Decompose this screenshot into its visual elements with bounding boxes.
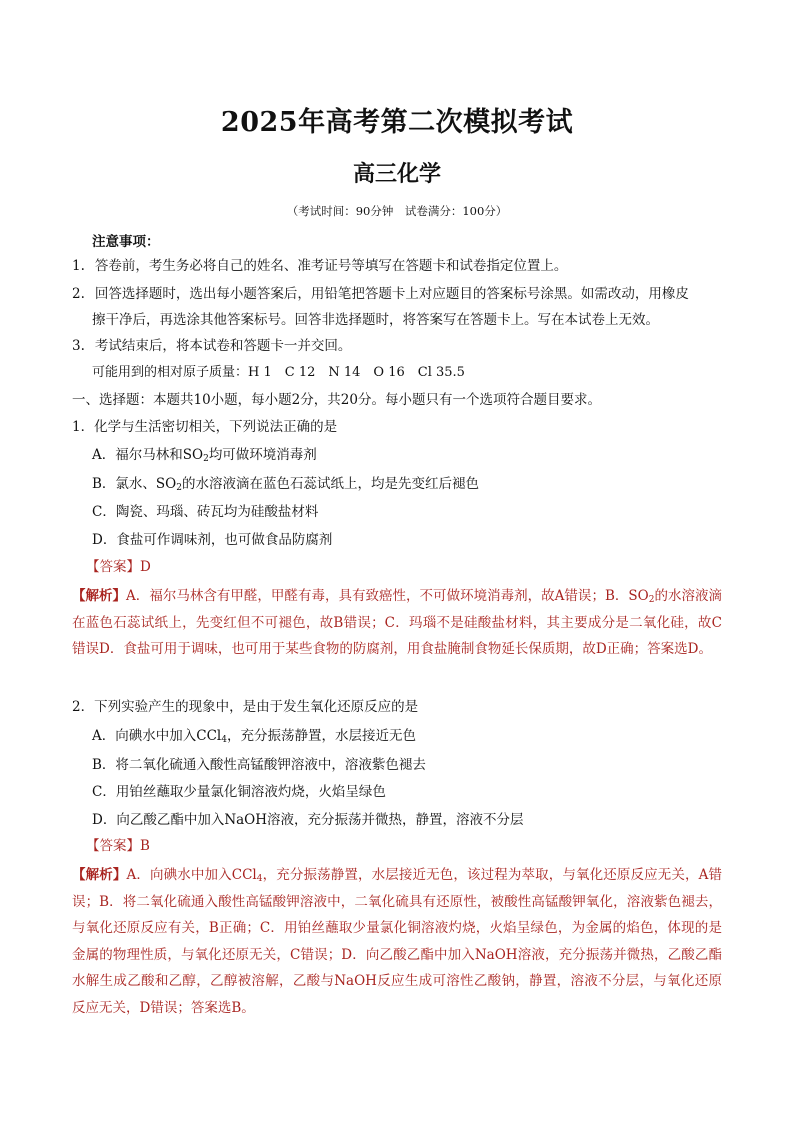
question-2-answer: 【答案】B (86, 838, 150, 854)
option-text: 均可做环境消毒剂 (208, 447, 317, 463)
page-title: 2025年高考第二次模拟考试 (220, 107, 574, 138)
notice-text: 答卷前，考生务必将自己的姓名、准考证号等填写在答题卡和试卷指定位置上。 (94, 258, 568, 274)
notice-text-continued: 擦干净后，再选涂其他答案标号。回答非选择题时，将答案写在答题卡上。写在本试卷上无效。 (92, 312, 659, 328)
exam-info: （考试时间：90分钟 试卷满分：100分） (286, 204, 508, 218)
notice-item (72, 284, 689, 304)
question-1-analysis (72, 583, 722, 663)
subscript: 4 (256, 874, 263, 884)
question-1-option-c: C．陶瓷、玛瑙、砖瓦均为硅酸盐材料 (92, 504, 319, 520)
notice-text: 考试结束后，将本试卷和答题卡一并交回。 (94, 338, 352, 354)
section-heading: 一、选择题：本题共10小题，每小题2分，共20分。每小题只有一个选项符合题目要求。 (72, 392, 601, 408)
question-1-stem: 1．化学与生活密切相关，下列说法正确的是 (72, 419, 338, 435)
question-1-option-d: D．食盐可作调味剂，也可做食品防腐剂 (92, 532, 333, 548)
question-2-analysis (72, 862, 722, 1021)
question-1-option-a (92, 445, 317, 465)
analysis-text: ，充分振荡静置，水层接近无色，该过程为萃取，与氧化还原反应无关，A错误；B．将二氧化硫通入酸性高锰酸钾溶液中，二氧化硫具有还原性，被酸性高锰酸钾氧化，溶液紫色褪去，与氧化还原反应有关，B正确；C．用铂丝蘸取少量氯化铜溶液灼烧，火焰呈绿色，为金属的焰色，体现的是金属的物理性质，与氧化还原无关，C错误；D．向乙酸乙酯中加入NaOH溶液，充分振荡并微热，乙酸乙酯水解生成乙酸和乙醇，乙醇被溶解，乙酸与NaOH反应生成可溶性乙酸钠，静置，溶液不分层，与氧化还原反应无关，D错误；答案选B。 (72, 867, 723, 1016)
atomic-masses: 可能用到的相对原子质量：H 1 C 12 N 14 O 16 Cl 35.5 (92, 365, 465, 380)
subscript: 2 (176, 483, 182, 493)
question-2-option-a (92, 726, 416, 746)
question-2-option-d: D．向乙酸乙酯中加入NaOH溶液，充分振荡并微热，静置，溶液不分层 (92, 812, 524, 828)
analysis-label: 【解析】 (72, 867, 127, 883)
analysis-label: 【解析】 (72, 588, 127, 604)
notice-text: 回答选择题时，选出每小题答案后，用铅笔把答题卡上对应题目的答案标号涂黑。如需改动，用橡皮 (94, 286, 689, 302)
subscript: 2 (203, 454, 209, 464)
option-text: A．福尔马林和SO (92, 447, 204, 463)
question-2-stem: 2．下列实验产生的现象中，是由于发生氧化还原反应的是 (72, 699, 419, 715)
question-2-option-c: C．用铂丝蘸取少量氯化铜溶液灼烧，火焰呈绿色 (92, 784, 386, 800)
notice-item (72, 336, 351, 356)
subscript: 2 (648, 595, 655, 605)
question-1-option-b (92, 474, 479, 494)
subscript: 4 (221, 735, 227, 745)
option-text: ，充分振荡静置，水层接近无色 (226, 728, 416, 744)
notice-number: 1. (72, 258, 85, 274)
option-text: 的水溶液滴在蓝色石蕊试纸上，均是先变红后褪色 (181, 476, 479, 492)
notice-number: 3. (72, 338, 85, 354)
analysis-text: A．向碘水中加入CCl (126, 867, 257, 883)
analysis-text: A．福尔马林含有甲醛，甲醛有毒，具有致癌性，不可做环境消毒剂，故A错误；B．SO (126, 588, 649, 604)
notice-heading: 注意事项： (92, 234, 160, 250)
option-text: A．向碘水中加入CCl (92, 728, 222, 744)
option-text: B．氯水、SO (92, 476, 177, 492)
question-1-answer: 【答案】D (86, 559, 151, 575)
analysis-text: 的水溶液滴在蓝色石蕊试纸上，先变红但不可褪色，故B错误；C．玛瑙不是硅酸盐材料，其主要成分是二氧化硅，故C错误D．食盐可用于调味，也可用于某些食物的防腐剂，用食盐腌制食物延长保质期，故D正确；答案选D。 (72, 588, 723, 657)
question-2-option-b: B．将二氧化硫通入酸性高锰酸钾溶液中，溶液紫色褪去 (92, 757, 426, 773)
notice-number: 2. (72, 286, 85, 302)
page-subtitle: 高三化学 (352, 161, 441, 187)
notice-item (72, 256, 567, 276)
